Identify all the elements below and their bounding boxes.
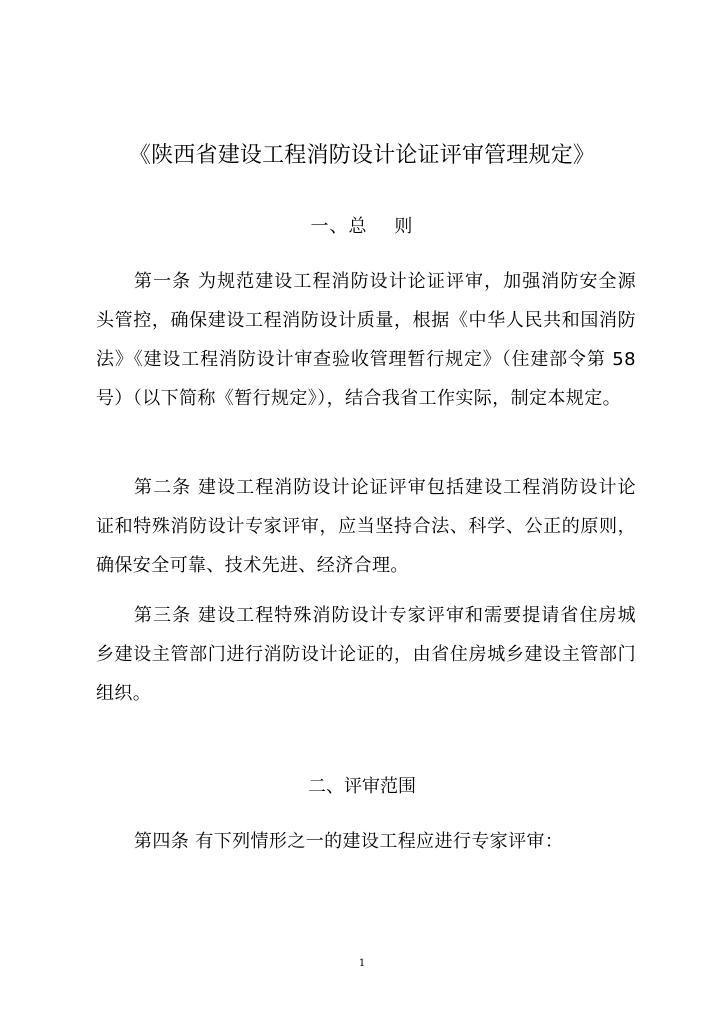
article-3-text: 建设工程特殊消防设计专家评审和需要提请省住房城乡建设主管部门进行消防设计论证的，由省住房城乡建设主管部门组织。 — [96, 605, 636, 704]
section-heading-general: 一、总 则 — [310, 216, 414, 237]
article-3 — [96, 596, 636, 713]
article-2 — [96, 468, 636, 585]
article-2-text: 建设工程消防设计论证评审包括建设工程消防设计论证和特殊消防设计专家评审，应当坚持合法、科学、公正的原则，确保安全可靠、技术先进、经济合理。 — [96, 477, 636, 576]
document-title: 《陕西省建设工程消防设计论证评审管理规定》 — [128, 143, 596, 168]
section-heading-scope: 二、评审范围 — [308, 776, 416, 797]
article-1-number: 第一条 — [134, 271, 192, 292]
page-number: 1 — [358, 958, 366, 969]
article-4 — [96, 822, 636, 861]
article-1 — [96, 262, 636, 418]
article-1-text: 为规范建设工程消防设计论证评审，加强消防安全源头管控，确保建设工程消防设计质量，根据《中华人民共和国消防法》《建设工程消防设计审查验收管理暂行规定》（住建部令第 58 号）（以下简称《暂行规定》），结合我省工作实际，制定本规定。 — [96, 271, 636, 409]
article-3-number: 第三条 — [134, 605, 192, 626]
article-2-number: 第二条 — [134, 477, 192, 498]
article-4-number: 第四条 — [134, 831, 190, 852]
article-4-text: 有下列情形之一的建设工程应进行专家评审： — [189, 831, 564, 852]
